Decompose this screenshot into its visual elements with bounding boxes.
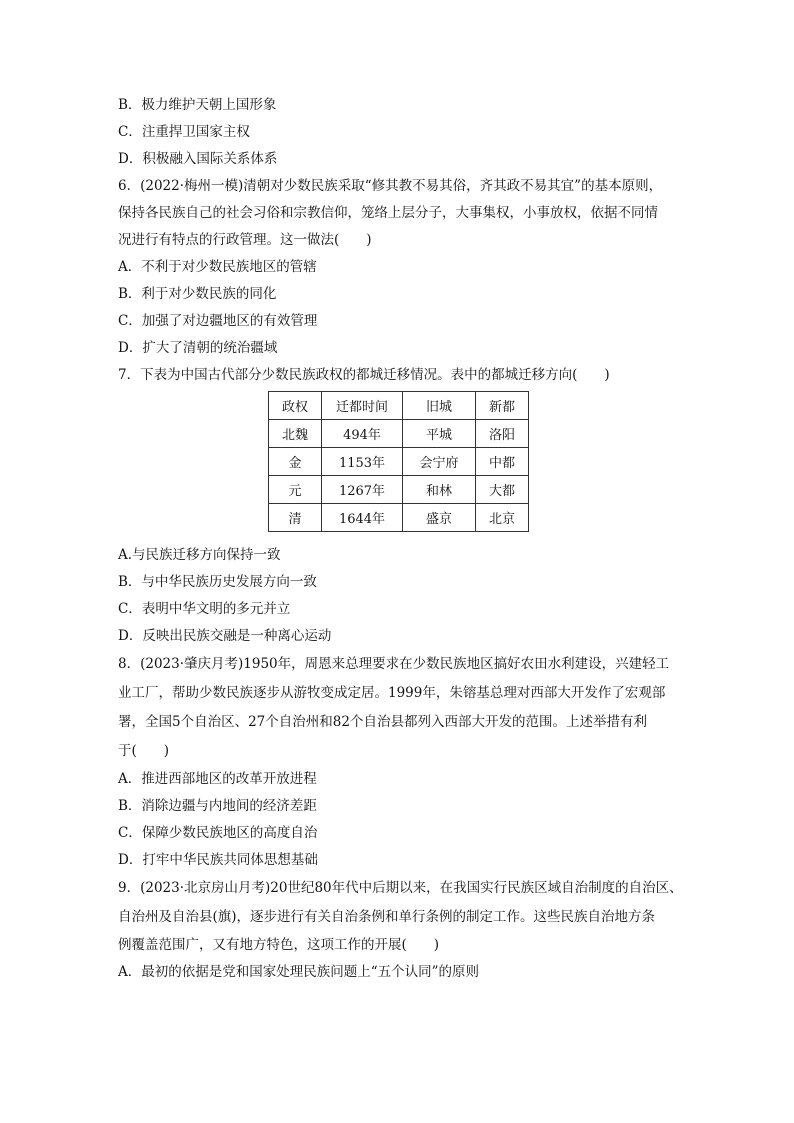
table-header-cell: 旧城: [403, 392, 476, 420]
q6-stem-line: 保持各民族自己的社会习俗和宗教信仰，笼络上层分子，大事集权，小事放权，依据不同情: [118, 205, 658, 221]
q9-stem-line: 例覆盖范围广，又有地方特色，这项工作的开展( ): [118, 937, 440, 953]
table-cell: 1644年: [322, 504, 403, 532]
q7-option-d: D．反映出民族交融是一种离心运动: [118, 628, 332, 644]
q8-stem-line: 业工厂，帮助少数民族逐步从游牧变成定居。1999年，朱镕基总理对西部大开发作了宏观部: [118, 685, 666, 701]
table-row: [269, 448, 529, 476]
q8-stem-line: 8．(2023·肇庆月考)1950年，周恩来总理要求在少数民族地区搞好农田水利建设，兴建轻工: [118, 656, 670, 672]
q6-stem-line: 况进行有特点的行政管理。这一做法( ): [118, 232, 372, 248]
table-cell: 会宁府: [403, 448, 476, 476]
q7-option-a: A.与民族迁移方向保持一致: [118, 547, 281, 563]
q5-option-d: D．积极融入国际关系体系: [118, 151, 278, 167]
table-cell: 494年: [322, 420, 403, 448]
table-row: [269, 476, 529, 504]
q6-option-b: B．利于对少数民族的同化: [118, 286, 277, 302]
spacer: [118, 532, 680, 542]
q7-option-b: B．与中华民族历史发展方向一致: [118, 574, 317, 590]
table-cell: 和林: [403, 476, 476, 504]
table-row: [269, 504, 529, 532]
q9-option-a: A．最初的依据是党和国家处理民族问题上“五个认同”的原则: [118, 964, 480, 980]
table-cell: 元: [269, 476, 322, 504]
table-header-cell: 政权: [269, 392, 322, 420]
q5-option-b: B．极力维护天朝上国形象: [118, 97, 277, 113]
document-content: [118, 92, 683, 986]
table-header-cell: 新都: [476, 392, 529, 420]
q8-stem-line: 署，全国5个自治区、27个自治州和82个自治县都列入西部大开发的范围。上述举措有利: [118, 714, 647, 730]
table-cell: 洛阳: [476, 420, 529, 448]
table-cell: 清: [269, 504, 322, 532]
table-header-cell: 迁都时间: [322, 392, 403, 420]
table-cell: 中都: [476, 448, 529, 476]
table-cell: 北魏: [269, 420, 322, 448]
table-cell: 1267年: [322, 476, 403, 504]
q8-stem-line: 于( ): [118, 743, 170, 759]
q7-stem: 7．下表为中国古代部分少数民族政权的都城迁移情况。表中的都城迁移方向( ): [118, 367, 610, 383]
table-cell: 1153年: [322, 448, 403, 476]
q7-option-c: C．表明中华文明的多元并立: [118, 601, 291, 617]
q6-option-a: A．不利于对少数民族地区的管辖: [118, 259, 317, 275]
table-header-row: [269, 392, 529, 420]
table-cell: 大都: [476, 476, 529, 504]
q8-option-d: D．打牢中华民族共同体思想基础: [118, 852, 318, 868]
q8-option-b: B．消除边疆与内地间的经济差距: [118, 798, 317, 814]
q9-stem-line: 9．(2023·北京房山月考)20世纪80年代中后期以来，在我国实行民族区域自治制度的自治区、: [118, 880, 683, 896]
capital-migration-table: [268, 391, 529, 532]
q5-option-c: C．注重捍卫国家主权: [118, 124, 250, 140]
table-cell: 平城: [403, 420, 476, 448]
table-row: [269, 420, 529, 448]
q6-option-d: D．扩大了清朝的统治疆域: [118, 340, 278, 356]
q6-option-c: C．加强了对边疆地区的有效管理: [118, 313, 318, 329]
table-cell: 北京: [476, 504, 529, 532]
table-cell: 金: [269, 448, 322, 476]
q8-option-c: C．保障少数民族地区的高度自治: [118, 825, 318, 841]
table-cell: 盛京: [403, 504, 476, 532]
q8-option-a: A．推进西部地区的改革开放进程: [118, 771, 317, 787]
q9-stem-line: 自治州及自治县(旗)，逐步进行有关自治条例和单行条例的制定工作。这些民族自治地方条: [118, 909, 656, 925]
q6-stem-line: 6．(2022·梅州一模)清朝对少数民族采取“修其教不易其俗，齐其政不易其宜”的基本原则，: [118, 178, 663, 194]
